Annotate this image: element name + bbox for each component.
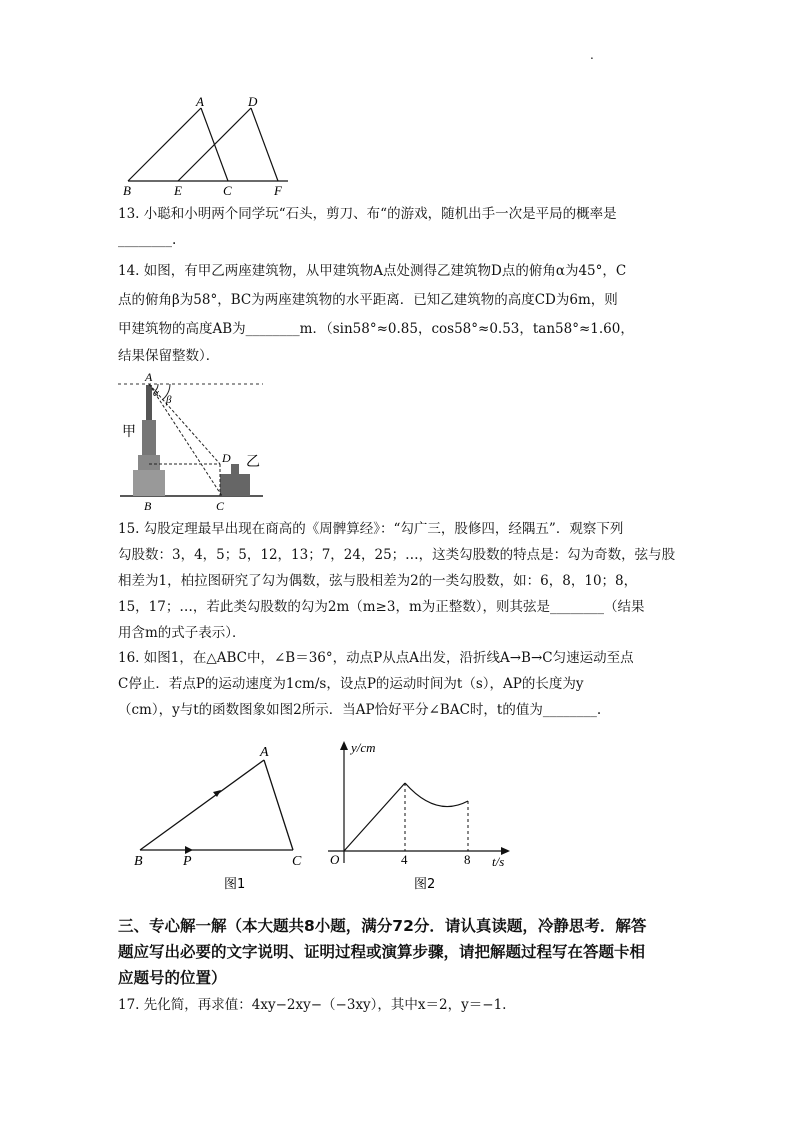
segment-ba: [128, 108, 201, 181]
q13-line1: 13. 小聪和小明两个同学玩“石头，剪刀、布“的游戏，随机出手一次是平局的概率是: [118, 206, 617, 222]
label-e: E: [174, 183, 182, 198]
figure-q16-2: [318, 738, 518, 893]
arrow-on-bc: [185, 846, 193, 854]
origin-label: O: [330, 852, 340, 867]
segment-df: [251, 108, 278, 181]
label-b: B: [134, 854, 143, 869]
q15-line5: 用含m的式子表示）．: [118, 625, 246, 641]
graph-segment-linear: [344, 783, 405, 851]
label-beta: β: [166, 394, 172, 406]
graph-segment-curve: [405, 783, 468, 807]
label-c: C: [216, 499, 225, 513]
sight-line-ad: [149, 384, 220, 464]
section3-line2: 题应写出必要的文字说明、证明过程或演算步骤，请把解题过程写在答题卡相: [118, 943, 646, 961]
figure-q16-1: [128, 740, 313, 895]
section3-line3: 应题号的位置）: [118, 969, 227, 987]
label-f: F: [274, 183, 282, 198]
q13-line2: ________.: [118, 232, 177, 248]
q16-line1: 16. 如图1，在△ABC中，∠B＝36°，动点P从点A出发，沿折线A→B→C匀速运动至点: [118, 650, 634, 666]
page-mark: .: [590, 48, 594, 62]
label-b: B: [144, 499, 152, 513]
q17-line1: 17. 先化简，再求值：4xy−2xy−（−3xy），其中x＝2，y＝−1.: [118, 997, 507, 1013]
section3-line1: 三、专心解一解（本大题共8小题，满分72分．请认真读题，冷静思考．解答: [118, 917, 647, 935]
segment-ab: [140, 760, 264, 850]
label-yi: 乙: [246, 454, 260, 470]
q16-line2: C停止．若点P的运动速度为1cm/s，设点P的运动时间为t（s），AP的长度为y: [118, 676, 584, 692]
figure-q13: [118, 95, 303, 200]
label-c: C: [223, 183, 232, 198]
q14-line2: 点的俯角β为58°，BC为两座建筑物的水平距离．已知乙建筑物的高度CD为6m，则: [118, 292, 618, 308]
q14-line3: 甲建筑物的高度AB为________m．（sin58°≈0.85，cos58°≈0.53，tan58°≈1.60，: [118, 321, 634, 337]
q14-line1: 14. 如图，有甲乙两座建筑物，从甲建筑物A点处测得乙建筑物D点的俯角α为45°，C: [118, 263, 627, 279]
label-jia: 甲: [122, 424, 136, 440]
q15-line3: 相差为1，柏拉图研究了勾为偶数，弦与股相差为2的一类勾股数，如：6，8，10；8，: [118, 573, 638, 589]
label-c: C: [292, 854, 302, 869]
label-b: B: [123, 183, 131, 198]
y-axis-arrow: [340, 741, 348, 750]
label-a: A: [196, 95, 204, 109]
caption-figure2: 图2: [414, 877, 436, 892]
caption-figure1: 图1: [224, 877, 246, 892]
label-p: P: [183, 854, 192, 869]
label-a: A: [145, 370, 153, 384]
q15-line1: 15. 勾股定理最早出现在商高的《周髀算经》：“勾广三，股修四，经隅五”．观察下列: [118, 521, 624, 537]
q14-line4: 结果保留整数）．: [118, 348, 220, 364]
x-axis-label: t/s: [492, 854, 505, 869]
q16-line3: （cm），y与t的函数图象如图2所示．当AP恰好平分∠BAC时，t的值为________.: [118, 702, 602, 718]
label-d: D: [248, 95, 258, 109]
tick-label-8: 8: [464, 852, 471, 867]
segment-ac: [264, 760, 293, 850]
figure-q14: [118, 370, 268, 515]
label-a: A: [260, 745, 269, 760]
label-d: D: [222, 451, 231, 465]
q15-line4: 15，17；…，若此类勾股数的勾为2m（m≥3，m为正整数），则其弦是________（结果: [118, 599, 645, 615]
tick-label-4: 4: [401, 852, 408, 867]
y-axis-label: y/cm: [351, 740, 376, 755]
q15-line2: 勾股数：3，4，5；5，12，13；7，24，25；…，这类勾股数的特点是：勾为奇数，弦与股: [118, 547, 676, 563]
label-alpha: α: [153, 387, 159, 399]
segment-ed: [178, 108, 251, 181]
